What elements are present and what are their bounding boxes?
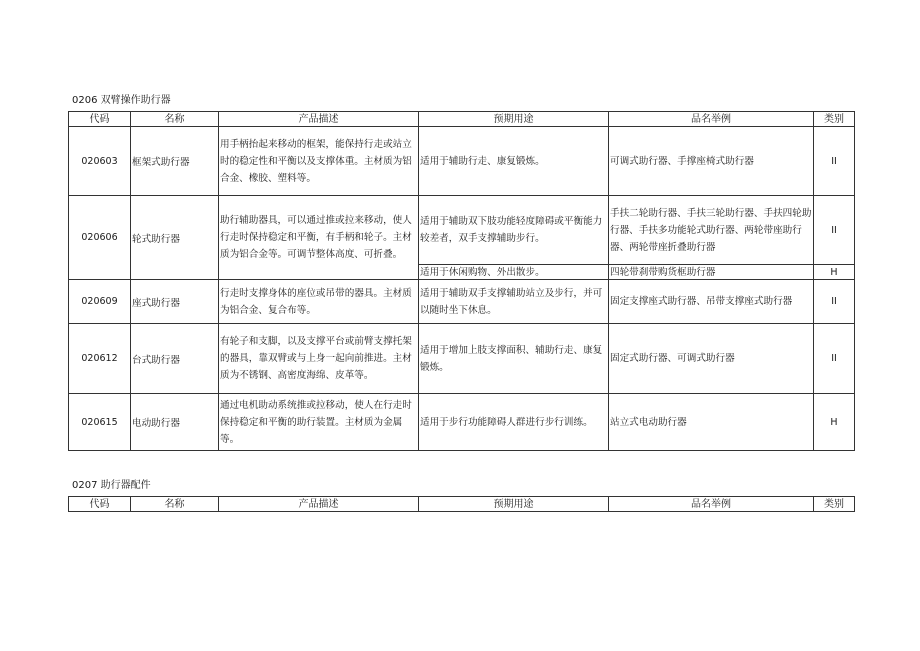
cell-code: 020609: [69, 280, 131, 324]
table-header-row: [69, 497, 855, 512]
cell-category: II: [814, 196, 855, 265]
cell-desc: [219, 394, 419, 451]
cell-desc-text: 行走时支撑身体的座位或吊带的器具。主材质为铝合金、复合布等。: [220, 287, 412, 316]
table-header-row: [69, 112, 855, 127]
section-title-0206: 0206 双臂操作助行器: [72, 95, 171, 106]
header-category: 类别: [814, 497, 855, 512]
header-category: 类别: [814, 112, 855, 127]
cell-category: H: [814, 265, 855, 280]
cell-use: 适用于辅助双下肢功能轻度障碍或平衡能力较差者，双手支撑辅助步行。: [419, 196, 609, 265]
cell-desc: [219, 324, 419, 394]
header-code: 代码: [69, 497, 131, 512]
accessory-table-0207: [68, 496, 855, 512]
header-desc: 产品描述: [219, 497, 419, 512]
cell-code: 020606: [69, 196, 131, 280]
cell-use: 适用于增加上肢支撑面积、辅助行走、康复锻炼。: [419, 324, 609, 394]
section-title-0207: 0207 助行器配件: [72, 480, 151, 491]
cell-examples: 四轮带刹带购货框助行器: [609, 265, 814, 280]
table-row: [69, 127, 855, 196]
header-name: 名称: [131, 497, 219, 512]
cell-category: II: [814, 280, 855, 324]
header-examples: 品名举例: [609, 112, 814, 127]
cell-desc: [219, 196, 419, 280]
table-row: [69, 280, 855, 324]
cell-examples: 站立式电动助行器: [609, 394, 814, 451]
cell-name: 电动助行器: [131, 394, 219, 451]
cell-code: 020603: [69, 127, 131, 196]
cell-desc: [219, 127, 419, 196]
cell-use: 适用于辅助双手支撑辅助站立及步行，并可以随时坐下休息。: [419, 280, 609, 324]
cell-category: H: [814, 394, 855, 451]
cell-code: 020615: [69, 394, 131, 451]
cell-examples-text: 手扶二轮助行器、手扶三轮助行器、手扶四轮助行器、手扶多功能轮式助行器、两轮带座助行器、两轮带座折叠助行器: [610, 207, 812, 253]
cell-name: 框架式助行器: [131, 127, 219, 196]
cell-use: 适用于休闲购物、外出散步。: [419, 265, 609, 280]
walker-table-0206: [68, 111, 855, 451]
cell-name: 座式助行器: [131, 280, 219, 324]
cell-name: 台式助行器: [131, 324, 219, 394]
cell-name: 轮式助行器: [131, 196, 219, 280]
cell-desc-text: 助行辅助器具，可以通过推或拉来移动，使人行走时保持稳定和平衡，有手柄和轮子。主材质为铝合金等。可调节整体高度、可折叠。: [220, 215, 412, 260]
header-examples: 品名举例: [609, 497, 814, 512]
table-row: [69, 196, 855, 265]
cell-examples: 固定式助行器、可调式助行器: [609, 324, 814, 394]
cell-examples: [609, 196, 814, 265]
header-code: 代码: [69, 112, 131, 127]
cell-category: II: [814, 324, 855, 394]
cell-desc-text: 用手柄抬起来移动的框架，能保持行走或站立时的稳定性和平衡以及支撑体重。主材质为铝合金、橡胶、塑料等。: [220, 138, 412, 184]
cell-desc: [219, 280, 419, 324]
header-use: 预期用途: [419, 112, 609, 127]
table-row: [69, 324, 855, 394]
table-row: [69, 394, 855, 451]
cell-examples: 可调式助行器、手撑座椅式助行器: [609, 127, 814, 196]
header-name: 名称: [131, 112, 219, 127]
cell-examples: 固定支撑座式助行器、吊带支撑座式助行器: [609, 280, 814, 324]
cell-code: 020612: [69, 324, 131, 394]
cell-desc-text: 通过电机助动系统推或拉移动，使人在行走时保持稳定和平衡的助行装置。主材质为金属等。: [220, 399, 412, 445]
cell-use: 适用于辅助行走、康复锻炼。: [419, 127, 609, 196]
header-use: 预期用途: [419, 497, 609, 512]
header-desc: 产品描述: [219, 112, 419, 127]
cell-category: II: [814, 127, 855, 196]
cell-desc-text: 有轮子和支脚，以及支撑平台或前臂支撑托架的器具，靠双臂或与上身一起向前推进。主材质为不锈钢、高密度海绵、皮革等。: [220, 336, 412, 381]
cell-use: 适用于步行功能障碍人群进行步行训练。: [419, 394, 609, 451]
